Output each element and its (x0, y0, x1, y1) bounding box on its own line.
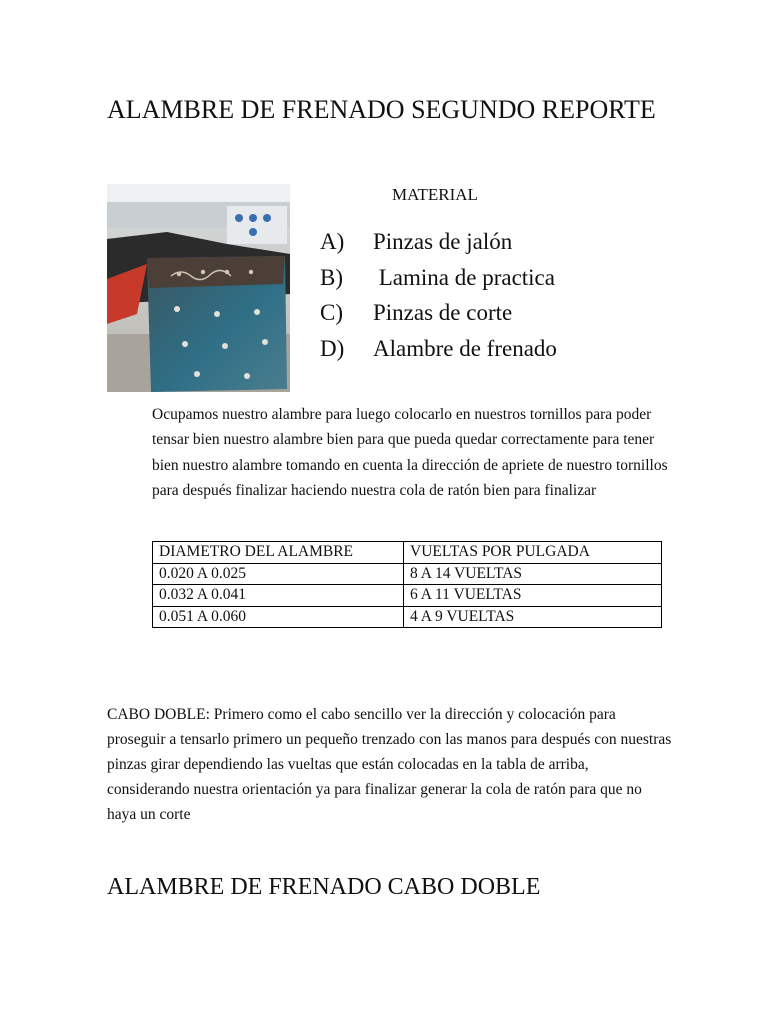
list-text: Pinzas de jalón (373, 229, 513, 254)
list-letter: B) (320, 264, 343, 290)
practice-plate-image (107, 184, 290, 392)
practice-plate-photo (107, 184, 290, 392)
list-letter: A) (320, 229, 345, 254)
list-item (320, 224, 557, 260)
table-row (153, 563, 662, 585)
list-item (320, 331, 557, 367)
table-cell: 0.020 A 0.025 (153, 563, 404, 585)
material-list (320, 224, 557, 366)
document-title: ALAMBRE DE FRENADO SEGUNDO REPORTE (107, 95, 656, 124)
table-cell: 6 A 11 VUELTAS (404, 585, 662, 607)
table-header-cell: VUELTAS POR PULGADA (404, 542, 662, 564)
wire-spec-table (152, 541, 662, 628)
table-cell: 0.051 A 0.060 (153, 606, 404, 628)
table-header-row (153, 542, 662, 564)
double-strand-paragraph: CABO DOBLE: Primero como el cabo sencillo ver la dirección y colocación para proseguir a tensarlo primero un pequeño trenzado con las manos para después con nuestras pinzas girar dependiendo las vueltas que están colocadas en la tabla de arriba, considerando nuestra orientación ya para finalizar generar la cola de ratón para que no haya un corte (107, 706, 672, 823)
list-text: Lamina de practica (373, 264, 555, 290)
table-row (153, 585, 662, 607)
list-text: Alambre de frenado (373, 335, 557, 361)
material-heading: MATERIAL (392, 185, 478, 204)
table-row (153, 606, 662, 628)
list-text: Pinzas de corte (373, 300, 513, 325)
table-cell: 4 A 9 VUELTAS (404, 606, 662, 628)
procedure-paragraph: Ocupamos nuestro alambre para luego colocarlo en nuestros tornillos para poder tensar bien nuestro alambre bien para que pueda quedar correctamente para tener bien nuestro alambre tomando en cuenta la dirección de apriete de nuestro tornillos para después finalizar haciendo nuestra cola de ratón bien para finalizar (152, 406, 668, 499)
section-title: ALAMBRE DE FRENADO CABO DOBLE (107, 874, 541, 900)
table-cell: 8 A 14 VUELTAS (404, 563, 662, 585)
table-cell: 0.032 A 0.041 (153, 585, 404, 607)
list-item (320, 295, 557, 331)
list-letter: D) (320, 335, 345, 361)
table-header-cell: DIAMETRO DEL ALAMBRE (153, 542, 404, 564)
list-letter: C) (320, 300, 343, 325)
list-item (320, 260, 557, 296)
